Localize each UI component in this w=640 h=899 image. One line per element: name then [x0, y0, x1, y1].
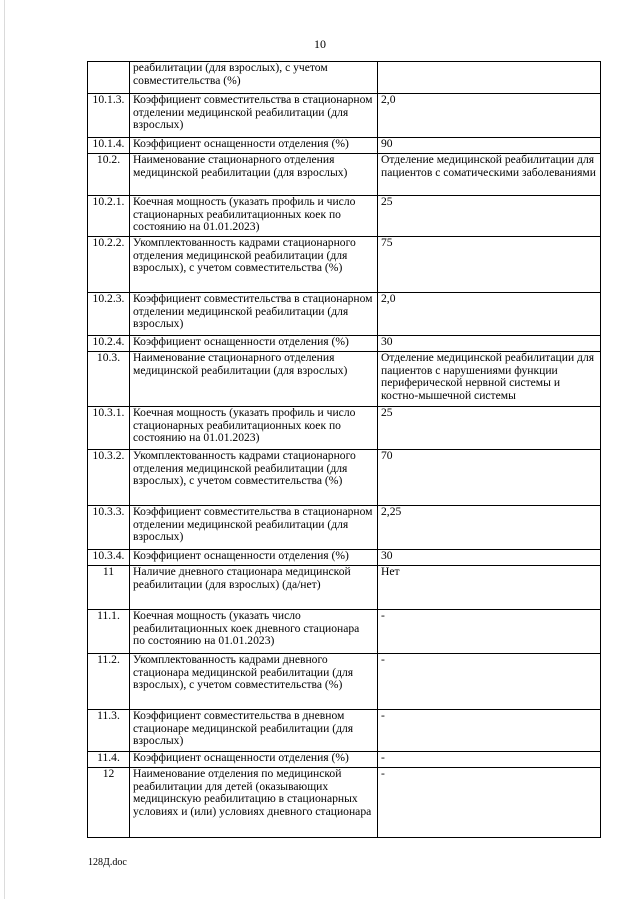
row-indicator: Коечная мощность (указать профиль и число стационарных реабилитационных коек по состоянию на 01.01.2023)	[130, 407, 378, 450]
row-number	[88, 62, 130, 94]
table-row	[88, 196, 601, 237]
row-number: 10.3.4.	[88, 550, 130, 566]
row-value: 25	[378, 407, 601, 450]
row-indicator: Укомплектованность кадрами стационарного отделения медицинской реабилитации (для взрослых), с учетом совместительства (%)	[130, 450, 378, 506]
table-row	[88, 138, 601, 154]
row-indicator: Коэффициент оснащенности отделения (%)	[130, 138, 378, 154]
row-indicator: Укомплектованность кадрами стационарного отделения медицинской реабилитации (для взрослых), с учетом совместительства (%)	[130, 237, 378, 293]
table-row	[88, 610, 601, 654]
table-row	[88, 237, 601, 293]
row-number: 10.2.4.	[88, 336, 130, 352]
row-indicator: Коэффициент совместительства в дневном стационаре медицинской реабилитации (для взрослых)	[130, 710, 378, 752]
row-number: 10.3.	[88, 352, 130, 407]
row-value: Нет	[378, 566, 601, 610]
table-row	[88, 710, 601, 752]
table-row	[88, 336, 601, 352]
row-value: 2,0	[378, 94, 601, 138]
row-indicator: Наименование отделения по медицинской реабилитации для детей (оказывающих медицинскую реабилитацию в стационарных условиях и (или) условиях дневного стационара	[130, 768, 378, 838]
row-value: 30	[378, 336, 601, 352]
table-row	[88, 94, 601, 138]
row-number: 10.2.2.	[88, 237, 130, 293]
row-indicator: Наименование стационарного отделения медицинской реабилитации (для взрослых)	[130, 352, 378, 407]
row-value: Отделение медицинской реабилитации для пациентов с нарушениями функции периферической нервной системы и костно-мышечной системы	[378, 352, 601, 407]
table-row	[88, 352, 601, 407]
table-row	[88, 654, 601, 710]
row-number: 11.1.	[88, 610, 130, 654]
row-number: 10.3.2.	[88, 450, 130, 506]
table-row	[88, 293, 601, 336]
row-indicator: Коэффициент совместительства в стационарном отделении медицинской реабилитации (для взрослых)	[130, 94, 378, 138]
rehabilitation-data-table	[87, 61, 601, 838]
row-value: -	[378, 768, 601, 838]
table-row	[88, 407, 601, 450]
scan-edge-shadow	[4, 0, 5, 899]
row-value: 70	[378, 450, 601, 506]
row-indicator: Коэффициент оснащенности отделения (%)	[130, 336, 378, 352]
row-number: 10.3.3.	[88, 506, 130, 550]
row-number: 10.1.4.	[88, 138, 130, 154]
row-indicator: Наличие дневного стационара медицинской реабилитации (для взрослых) (да/нет)	[130, 566, 378, 610]
row-number: 11.2.	[88, 654, 130, 710]
row-value: 2,25	[378, 506, 601, 550]
row-indicator: Коэффициент оснащенности отделения (%)	[130, 550, 378, 566]
row-number: 11	[88, 566, 130, 610]
row-value	[378, 62, 601, 94]
table-row	[88, 450, 601, 506]
row-value: 30	[378, 550, 601, 566]
row-indicator: Коэффициент совместительства в стационарном отделении медицинской реабилитации (для взрослых)	[130, 293, 378, 336]
row-value: 2,0	[378, 293, 601, 336]
row-number: 10.3.1.	[88, 407, 130, 450]
row-indicator: Коэффициент совместительства в стационарном отделении медицинской реабилитации (для взрослых)	[130, 506, 378, 550]
row-number: 10.2.1.	[88, 196, 130, 237]
page-number: 10	[314, 37, 326, 51]
row-value: 75	[378, 237, 601, 293]
row-indicator: реабилитации (для взрослых), с учетом совместительства (%)	[130, 62, 378, 94]
row-indicator: Коечная мощность (указать профиль и число стационарных реабилитационных коек по состоянию на 01.01.2023)	[130, 196, 378, 237]
row-value: -	[378, 710, 601, 752]
table-row	[88, 768, 601, 838]
table-row	[88, 154, 601, 196]
footer-filename: 128Д.doc	[88, 857, 127, 868]
row-value: 25	[378, 196, 601, 237]
table-row	[88, 752, 601, 768]
row-value: -	[378, 752, 601, 768]
table-row	[88, 550, 601, 566]
row-number: 10.2.3.	[88, 293, 130, 336]
row-indicator: Коечная мощность (указать число реабилитационных коек дневного стационара по состоянию на 01.01.2023)	[130, 610, 378, 654]
table-row	[88, 506, 601, 550]
row-number: 10.1.3.	[88, 94, 130, 138]
row-value: -	[378, 654, 601, 710]
table-row	[88, 566, 601, 610]
row-value: -	[378, 610, 601, 654]
row-number: 11.3.	[88, 710, 130, 752]
row-indicator: Укомплектованность кадрами дневного стационара медицинской реабилитации (для взрослых), с учетом совместительства (%)	[130, 654, 378, 710]
row-number: 10.2.	[88, 154, 130, 196]
row-indicator: Коэффициент оснащенности отделения (%)	[130, 752, 378, 768]
row-value: 90	[378, 138, 601, 154]
table-row	[88, 62, 601, 94]
row-value: Отделение медицинской реабилитации для пациентов с соматическими заболеваниями	[378, 154, 601, 196]
row-number: 11.4.	[88, 752, 130, 768]
row-number: 12	[88, 768, 130, 838]
row-indicator: Наименование стационарного отделения медицинской реабилитации (для взрослых)	[130, 154, 378, 196]
